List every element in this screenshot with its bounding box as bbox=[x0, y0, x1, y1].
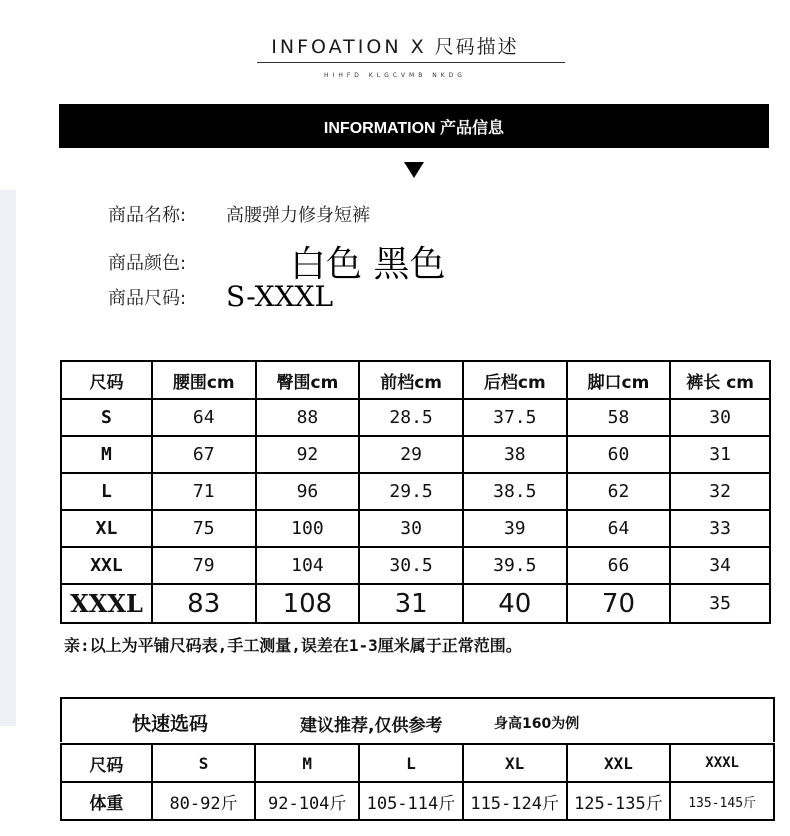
table-cell: 29.5 bbox=[359, 473, 463, 510]
header-cell: 前档cm bbox=[359, 361, 463, 399]
header-cell: 臀围cm bbox=[256, 361, 360, 399]
page-title-english: INFOATION X bbox=[271, 36, 427, 58]
weight-cell: 92-104斤 bbox=[255, 782, 359, 820]
title-underline bbox=[257, 62, 565, 63]
quick-select-table bbox=[60, 743, 775, 821]
table-cell: 37.5 bbox=[463, 399, 567, 436]
size-cell: S bbox=[61, 399, 152, 436]
product-color-value: 白色 黑色 bbox=[290, 244, 446, 285]
row-label: 体重 bbox=[61, 782, 152, 820]
table-cell: 64 bbox=[567, 510, 671, 547]
size-cell: S bbox=[152, 744, 256, 782]
quick-select-title: 快速选码 bbox=[132, 713, 209, 735]
size-chart-header-row bbox=[61, 361, 770, 399]
table-cell: 30 bbox=[670, 399, 770, 436]
table-row bbox=[61, 399, 770, 436]
header-cell: 尺码 bbox=[61, 361, 152, 399]
table-cell: 40 bbox=[463, 584, 567, 623]
product-name-row bbox=[108, 201, 370, 227]
table-cell: 39 bbox=[463, 510, 567, 547]
table-cell: 75 bbox=[152, 510, 256, 547]
page-title-chinese: 尺码描述 bbox=[434, 36, 519, 58]
table-row bbox=[61, 547, 770, 584]
table-cell: 79 bbox=[152, 547, 256, 584]
information-banner bbox=[59, 104, 769, 148]
weight-cell: 135-145斤 bbox=[670, 782, 774, 820]
product-size-label: 商品尺码: bbox=[108, 287, 187, 309]
table-cell: 70 bbox=[567, 584, 671, 623]
table-cell: 35 bbox=[670, 584, 770, 623]
table-cell: 60 bbox=[567, 436, 671, 473]
table-cell: 34 bbox=[670, 547, 770, 584]
quick-select-recommend: 建议推荐,仅供参考 bbox=[300, 716, 443, 736]
table-cell: 30.5 bbox=[359, 547, 463, 584]
table-cell: 88 bbox=[256, 399, 360, 436]
size-cell: XXXL bbox=[61, 584, 152, 623]
row-label: 尺码 bbox=[61, 744, 152, 782]
size-cell: XL bbox=[463, 744, 567, 782]
size-cell: XL bbox=[61, 510, 152, 547]
size-cell: XXL bbox=[567, 744, 671, 782]
header-cell: 后档cm bbox=[463, 361, 567, 399]
table-cell: 67 bbox=[152, 436, 256, 473]
left-edge-strip bbox=[0, 190, 16, 726]
table-cell: 39.5 bbox=[463, 547, 567, 584]
table-cell: 29 bbox=[359, 436, 463, 473]
weight-cell: 125-135斤 bbox=[567, 782, 671, 820]
product-color-label: 商品颜色: bbox=[108, 252, 187, 274]
page-subtitle: HIHFD KLGCVMB NKDG bbox=[324, 72, 466, 79]
table-cell: 108 bbox=[256, 584, 360, 623]
quick-select-header bbox=[60, 697, 775, 742]
table-cell: 58 bbox=[567, 399, 671, 436]
table-cell: 66 bbox=[567, 547, 671, 584]
table-cell: 38.5 bbox=[463, 473, 567, 510]
table-cell: 28.5 bbox=[359, 399, 463, 436]
product-name-label: 商品名称: bbox=[108, 205, 187, 226]
table-cell: 64 bbox=[152, 399, 256, 436]
table-row bbox=[61, 473, 770, 510]
quick-select-height-note: 身高160为例 bbox=[494, 716, 580, 732]
table-cell: 92 bbox=[256, 436, 360, 473]
product-name-value: 高腰弹力修身短裤 bbox=[226, 205, 370, 226]
table-cell: 38 bbox=[463, 436, 567, 473]
table-cell: 31 bbox=[359, 584, 463, 623]
quick-size-row bbox=[61, 744, 774, 782]
weight-cell: 115-124斤 bbox=[463, 782, 567, 820]
table-row bbox=[61, 510, 770, 547]
table-cell: 71 bbox=[152, 473, 256, 510]
size-cell: L bbox=[359, 744, 463, 782]
header-cell: 脚口cm bbox=[567, 361, 671, 399]
table-cell: 30 bbox=[359, 510, 463, 547]
table-cell: 83 bbox=[152, 584, 256, 623]
product-size-row bbox=[108, 280, 333, 313]
page-title bbox=[0, 32, 790, 59]
weight-cell: 105-114斤 bbox=[359, 782, 463, 820]
weight-cell: 80-92斤 bbox=[152, 782, 256, 820]
down-arrow-icon bbox=[404, 162, 424, 178]
header-cell: 腰围cm bbox=[152, 361, 256, 399]
information-banner-label: INFORMATION 产品信息 bbox=[323, 119, 505, 137]
table-cell: 100 bbox=[256, 510, 360, 547]
product-size-value: S-XXXL bbox=[226, 280, 334, 313]
size-cell: M bbox=[61, 436, 152, 473]
size-cell: M bbox=[255, 744, 359, 782]
size-cell: XXL bbox=[61, 547, 152, 584]
size-chart-table bbox=[60, 360, 771, 624]
size-cell: L bbox=[61, 473, 152, 510]
size-cell: XXXL bbox=[670, 744, 774, 782]
table-cell: 62 bbox=[567, 473, 671, 510]
table-cell: 104 bbox=[256, 547, 360, 584]
quick-weight-row bbox=[61, 782, 774, 820]
table-cell: 31 bbox=[670, 436, 770, 473]
table-row bbox=[61, 584, 770, 623]
measurement-note: 亲:以上为平铺尺码表,手工测量,误差在1-3厘米属于正常范围。 bbox=[64, 636, 522, 655]
table-row bbox=[61, 436, 770, 473]
table-cell: 32 bbox=[670, 473, 770, 510]
table-cell: 33 bbox=[670, 510, 770, 547]
header-cell: 裤长 cm bbox=[670, 361, 770, 399]
table-cell: 96 bbox=[256, 473, 360, 510]
